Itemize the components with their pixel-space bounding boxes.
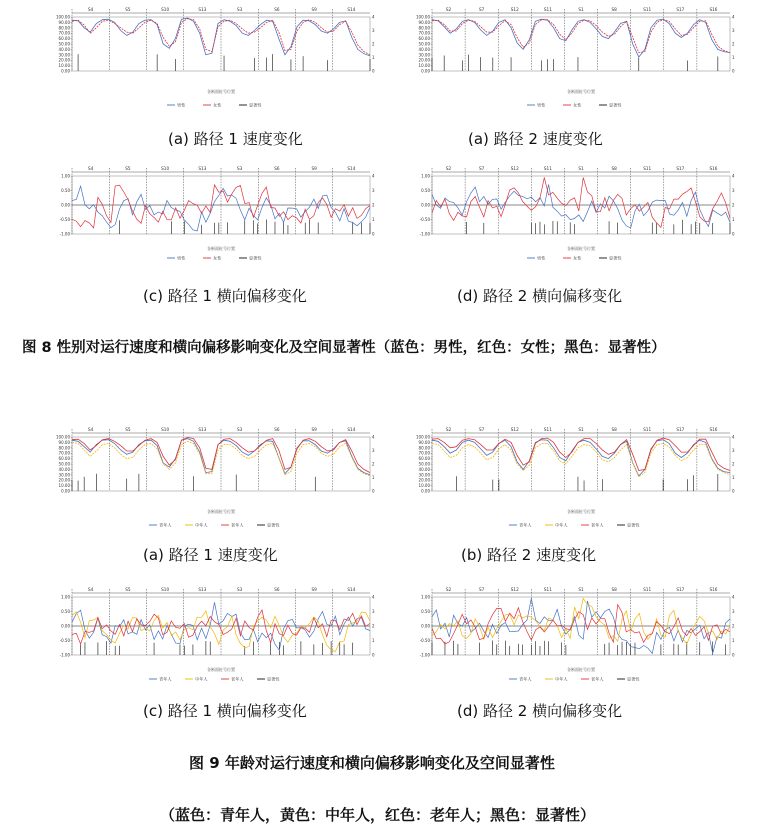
y2-tick-label: 0 [732, 488, 735, 494]
segment-label: S2 [445, 427, 452, 432]
segment-label: S17 [676, 166, 685, 171]
y-tick-label: 80.00 [418, 445, 430, 451]
segment-label: S16 [709, 7, 718, 12]
y-tick-label: 80.00 [58, 25, 70, 31]
segment-label: S1 [578, 7, 584, 12]
caption-8a: (a) 路径 1 速度变化 [168, 130, 303, 148]
y2-tick-label: 1 [732, 55, 735, 60]
y2-tick-label: 2 [372, 202, 375, 208]
segment-label: S5 [125, 7, 131, 12]
segment-label: S11 [543, 166, 552, 171]
segment-label: S11 [643, 7, 652, 12]
segment-label: S10 [161, 587, 170, 592]
y2-tick-label: 2 [372, 623, 375, 629]
segment-label: S7 [479, 7, 485, 12]
legend-label: 女性 [213, 102, 222, 108]
y2-tick-label: 2 [372, 461, 375, 467]
y-tick-label: 80.00 [58, 445, 70, 451]
y2-tick-label: 3 [372, 609, 375, 614]
caption-8b: (a) 路径 2 速度变化 [468, 130, 603, 148]
y2-tick-label: 2 [732, 623, 735, 629]
y-tick-label: 0.00 [421, 202, 430, 208]
segment-label: S10 [161, 7, 170, 12]
chart-8c [42, 164, 382, 264]
segment-label: S16 [709, 427, 718, 432]
y2-tick-label: 0 [732, 68, 735, 74]
y-tick-label: 20.00 [58, 57, 70, 63]
segment-label: S1 [578, 166, 584, 171]
legend-label: 显著性 [267, 676, 280, 682]
x-axis-label: 各断面桩号位置 [207, 89, 235, 94]
segment-label: S14 [347, 166, 356, 171]
series-line [432, 184, 730, 228]
segment-label: S4 [87, 7, 94, 12]
legend-label: 中年人 [195, 522, 208, 528]
segment-label: S3 [236, 587, 243, 592]
y-tick-label: 10.00 [418, 483, 430, 489]
plot-frame [72, 437, 370, 491]
y-tick-label: 0.00 [61, 623, 70, 629]
segment-label: S13 [198, 427, 207, 432]
y2-tick-label: 3 [732, 188, 735, 193]
y2-tick-label: 4 [732, 14, 735, 20]
legend-label: 男性 [537, 255, 546, 261]
segment-label: S7 [479, 427, 485, 432]
segment-label: S2 [445, 7, 452, 12]
y-tick-label: 60.00 [418, 456, 430, 462]
y-tick-label: 90.00 [418, 19, 430, 25]
segment-label: S7 [479, 166, 485, 171]
y2-tick-label: 1 [372, 55, 375, 60]
segment-label: S3 [236, 7, 243, 12]
segment-label: S11 [643, 427, 652, 432]
legend-label: 显著性 [609, 255, 622, 261]
y-tick-label: -0.50 [59, 217, 70, 222]
y2-tick-label: 1 [732, 217, 735, 222]
segment-label: S11 [643, 166, 652, 171]
y-tick-label: 1.00 [61, 173, 70, 179]
segment-label: S10 [161, 427, 170, 432]
segment-label: S12 [510, 166, 519, 171]
legend-label: 女性 [213, 255, 222, 261]
segment-label: S9 [311, 7, 317, 12]
x-axis-label: 各断面桩号位置 [207, 246, 235, 251]
y-tick-label: 60.00 [58, 456, 70, 462]
legend-label: 女性 [573, 102, 582, 108]
y2-tick-label: 0 [732, 652, 735, 658]
y-tick-label: -1.00 [419, 231, 430, 237]
y-tick-label: -0.50 [419, 217, 430, 222]
y-tick-label: 40.00 [58, 46, 70, 52]
legend-label: 青年人 [159, 676, 172, 682]
y-tick-label: 0.00 [421, 623, 430, 629]
series-line [432, 19, 730, 57]
y2-tick-label: 0 [372, 488, 375, 494]
segment-label: S11 [543, 427, 552, 432]
segment-label: S9 [311, 166, 317, 171]
segment-label: S5 [125, 587, 131, 592]
y2-tick-label: 2 [732, 461, 735, 467]
segment-label: S2 [445, 587, 452, 592]
legend-label: 男性 [537, 102, 546, 108]
y-tick-label: -0.50 [419, 638, 430, 643]
y-tick-label: 40.00 [58, 466, 70, 472]
y-tick-label: 100.00 [416, 14, 430, 20]
segment-label: S8 [611, 587, 617, 592]
chart-8a [42, 5, 382, 115]
y-tick-label: 10.00 [58, 63, 70, 69]
y-tick-label: 30.00 [58, 472, 70, 478]
legend-label: 显著性 [609, 102, 622, 108]
y-tick-label: 90.00 [58, 19, 70, 25]
x-axis-label: 各断面桩号位置 [567, 667, 595, 672]
segment-label: S5 [125, 166, 131, 171]
segment-label: S17 [676, 427, 685, 432]
segment-label: S16 [709, 166, 718, 171]
series-line [432, 440, 730, 476]
segment-label: S10 [161, 166, 170, 171]
y2-tick-label: 0 [732, 231, 735, 237]
y-tick-label: -1.00 [59, 231, 70, 237]
series-line [432, 605, 730, 644]
segment-label: S8 [611, 166, 617, 171]
segment-label: S14 [347, 427, 356, 432]
segment-label: S3 [236, 427, 243, 432]
y-tick-label: 10.00 [58, 483, 70, 489]
y-tick-label: 80.00 [418, 25, 430, 31]
legend-label: 中年人 [555, 676, 568, 682]
y-tick-label: 0.50 [61, 188, 70, 193]
y-tick-label: 100.00 [56, 14, 70, 20]
chart-8b [402, 5, 742, 115]
figure-9-title: 图 9 年龄对运行速度和横向偏移影响变化及空间显著性 [189, 754, 555, 772]
segment-label: S1 [578, 427, 584, 432]
y2-tick-label: 4 [372, 173, 375, 179]
segment-label: S7 [479, 587, 485, 592]
y2-tick-label: 1 [732, 638, 735, 643]
y2-tick-label: 0 [372, 68, 375, 74]
y2-tick-label: 3 [732, 448, 735, 453]
y-tick-label: 100.00 [56, 434, 70, 440]
caption-8d: (d) 路径 2 横向偏移变化 [457, 287, 623, 305]
segment-label: S12 [510, 427, 519, 432]
y-tick-label: 70.00 [418, 450, 430, 456]
segment-label: S13 [198, 587, 207, 592]
caption-9a: (a) 路径 1 速度变化 [143, 546, 278, 564]
legend-label: 老年人 [591, 676, 604, 682]
legend-label: 显著性 [249, 255, 262, 261]
series-line [432, 444, 730, 478]
segment-label: S14 [347, 7, 356, 12]
segment-label: S9 [311, 587, 317, 592]
y-tick-label: 40.00 [418, 46, 430, 52]
legend-label: 显著性 [267, 522, 280, 528]
segment-label: S4 [87, 166, 94, 171]
caption-9d: (d) 路径 2 横向偏移变化 [457, 702, 623, 720]
y2-tick-label: 2 [732, 41, 735, 47]
y-tick-label: 0.00 [61, 68, 70, 74]
segment-label: S6 [274, 587, 280, 592]
legend-label: 青年人 [519, 676, 532, 682]
y-tick-label: 1.00 [61, 594, 70, 600]
y-tick-label: 60.00 [58, 36, 70, 42]
y2-tick-label: 4 [732, 434, 735, 440]
legend-label: 男性 [177, 255, 186, 261]
y-tick-label: 1.00 [421, 594, 430, 600]
segment-label: S17 [676, 7, 685, 12]
y-tick-label: -1.00 [419, 652, 430, 658]
segment-label: S2 [445, 166, 452, 171]
y-tick-label: 70.00 [58, 450, 70, 456]
y2-tick-label: 1 [372, 475, 375, 480]
y2-tick-label: 4 [372, 594, 375, 600]
segment-label: S3 [236, 166, 243, 171]
y-tick-label: 50.00 [418, 41, 430, 47]
segment-label: S4 [87, 427, 94, 432]
y2-tick-label: 3 [372, 188, 375, 193]
segment-label: S6 [274, 7, 280, 12]
figure-8-title: 图 8 性别对运行速度和横向偏移影响变化及空间显著性（蓝色：男性，红色：女性；黑色：显著性） [22, 340, 666, 356]
y-tick-label: 0.00 [421, 68, 430, 74]
legend-label: 中年人 [195, 676, 208, 682]
y2-tick-label: 3 [732, 28, 735, 33]
segment-label: S6 [274, 166, 280, 171]
x-axis-label: 各断面桩号位置 [567, 246, 595, 251]
segment-label: S12 [510, 7, 519, 12]
y-tick-label: 0.00 [61, 202, 70, 208]
x-axis-label: 各断面桩号位置 [567, 509, 595, 514]
y-tick-label: 1.00 [421, 173, 430, 179]
legend-label: 中年人 [555, 522, 568, 528]
y2-tick-label: 1 [372, 638, 375, 643]
y-tick-label: 0.50 [421, 188, 430, 193]
y2-tick-label: 4 [372, 14, 375, 20]
y-tick-label: -1.00 [59, 652, 70, 658]
y-tick-label: 90.00 [58, 439, 70, 445]
segment-label: S11 [543, 587, 552, 592]
y-tick-label: 20.00 [418, 477, 430, 483]
y-tick-label: 0.50 [421, 609, 430, 614]
legend-label: 老年人 [231, 522, 244, 528]
segment-label: S13 [198, 166, 207, 171]
caption-9c: (c) 路径 1 横向偏移变化 [143, 702, 307, 720]
legend-label: 女性 [573, 255, 582, 261]
y-tick-label: 70.00 [418, 30, 430, 36]
y-tick-label: 0.50 [61, 609, 70, 614]
legend-label: 青年人 [519, 522, 532, 528]
chart-9b [402, 425, 742, 535]
caption-9b: (b) 路径 2 速度变化 [461, 546, 597, 564]
x-axis-label: 各断面桩号位置 [567, 89, 595, 94]
chart-9d [402, 585, 742, 685]
chart-9a [42, 425, 382, 535]
legend-label: 显著性 [249, 102, 262, 108]
segment-label: S4 [87, 587, 94, 592]
y2-tick-label: 0 [372, 652, 375, 658]
x-axis-label: 各断面桩号位置 [207, 667, 235, 672]
segment-label: S13 [198, 7, 207, 12]
legend-label: 老年人 [591, 522, 604, 528]
y2-tick-label: 3 [372, 28, 375, 33]
y-tick-label: 90.00 [418, 439, 430, 445]
segment-label: S17 [676, 587, 685, 592]
chart-9c [42, 585, 382, 685]
y-tick-label: 100.00 [416, 434, 430, 440]
y2-tick-label: 4 [732, 594, 735, 600]
legend-label: 老年人 [231, 676, 244, 682]
y2-tick-label: 2 [732, 202, 735, 208]
segment-label: S11 [643, 587, 652, 592]
y2-tick-label: 4 [372, 434, 375, 440]
legend-label: 显著性 [627, 522, 640, 528]
y-tick-label: 50.00 [58, 461, 70, 467]
figure-9-note: （蓝色：青年人，黄色：中年人，红色：老年人；黑色：显著性） [160, 806, 596, 824]
y2-tick-label: 3 [372, 448, 375, 453]
y2-tick-label: 1 [732, 475, 735, 480]
segment-label: S5 [125, 427, 131, 432]
y2-tick-label: 3 [732, 609, 735, 614]
segment-label: S8 [611, 427, 617, 432]
y2-tick-label: 4 [732, 173, 735, 179]
caption-8c: (c) 路径 1 横向偏移变化 [143, 287, 307, 305]
series-line [432, 178, 730, 228]
legend-label: 显著性 [627, 676, 640, 682]
y-tick-label: 70.00 [58, 30, 70, 36]
y-tick-label: 50.00 [58, 41, 70, 47]
segment-label: S11 [543, 7, 552, 12]
segment-label: S14 [347, 587, 356, 592]
y2-tick-label: 1 [372, 217, 375, 222]
x-axis-label: 各断面桩号位置 [207, 509, 235, 514]
chart-8d [402, 164, 742, 264]
segment-label: S6 [274, 427, 280, 432]
segment-label: S12 [510, 587, 519, 592]
y-tick-label: 20.00 [58, 477, 70, 483]
y-tick-label: 30.00 [58, 52, 70, 58]
y-tick-label: 20.00 [418, 57, 430, 63]
y-tick-label: 0.00 [421, 488, 430, 494]
legend-label: 男性 [177, 102, 186, 108]
segment-label: S1 [578, 587, 584, 592]
y2-tick-label: 0 [372, 231, 375, 237]
segment-label: S9 [311, 427, 317, 432]
y-tick-label: 10.00 [418, 63, 430, 69]
y-tick-label: 30.00 [418, 52, 430, 58]
y-tick-label: 60.00 [418, 36, 430, 42]
y2-tick-label: 2 [372, 41, 375, 47]
segment-label: S16 [709, 587, 718, 592]
segment-label: S8 [611, 7, 617, 12]
y-tick-label: 50.00 [418, 461, 430, 467]
legend-label: 青年人 [159, 522, 172, 528]
y-tick-label: -0.50 [59, 638, 70, 643]
y-tick-label: 30.00 [418, 472, 430, 478]
y-tick-label: 40.00 [418, 466, 430, 472]
y-tick-label: 0.00 [61, 488, 70, 494]
